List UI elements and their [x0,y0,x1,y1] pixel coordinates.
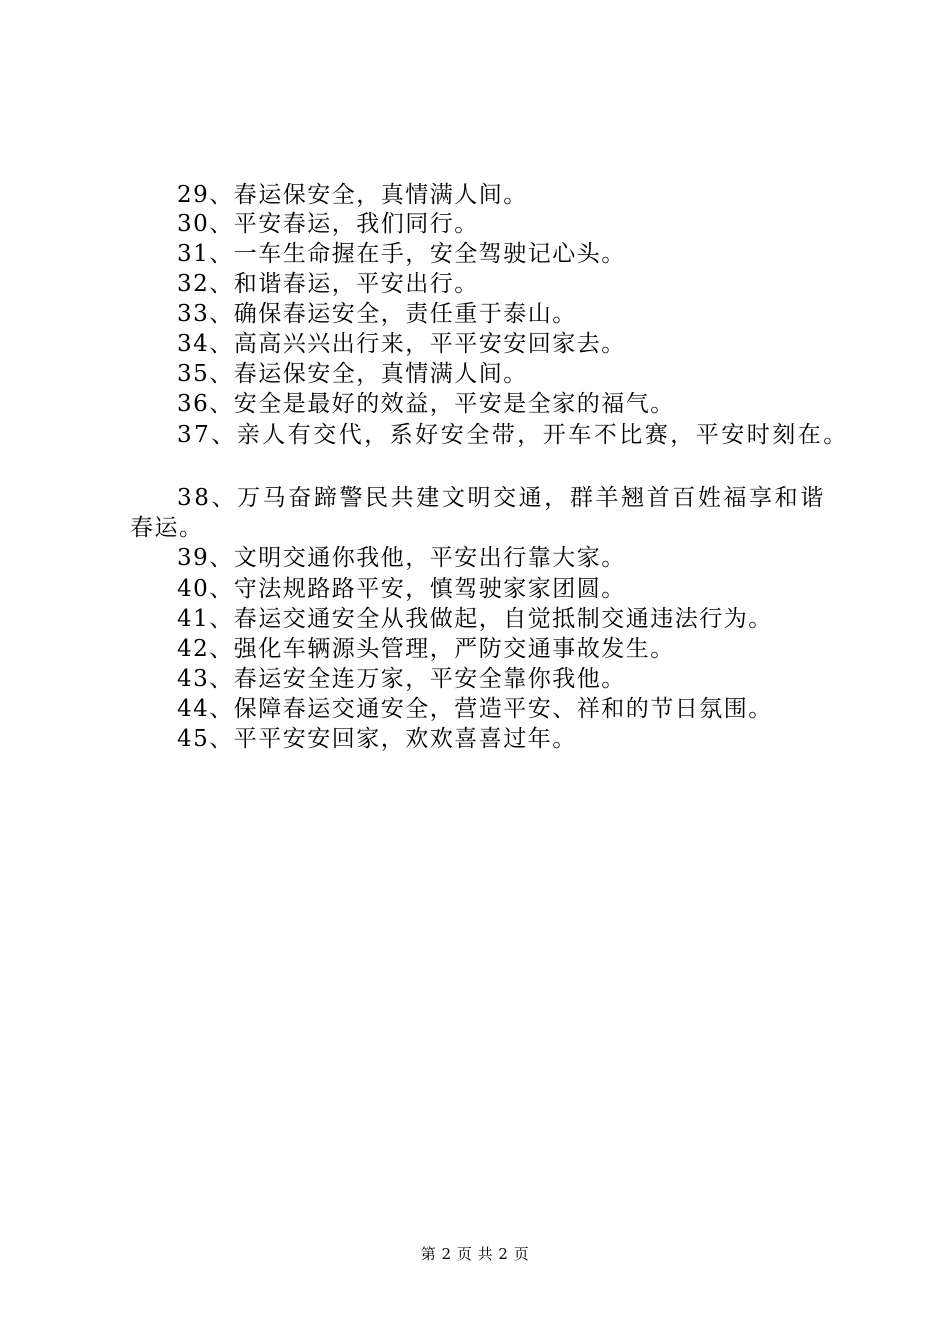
slogan-38-continued: 春运。 [130,515,204,541]
slogan-41: 41、春运交通安全从我做起，自觉抵制交通违法行为。 [177,606,773,632]
slogan-29: 29、春运保安全，真情满人间。 [177,182,528,208]
slogan-38: 38、万马奋蹄警民共建文明交通，群羊翘首百姓福享和谐 [177,485,826,511]
slogan-37: 37、亲人有交代，系好安全带，开车不比赛，平安时刻在。 [177,422,849,448]
slogan-32: 32、和谐春运，平安出行。 [177,271,479,297]
slogan-45: 45、平平安安回家，欢欢喜喜过年。 [177,726,577,752]
slogan-44: 44、保障春运交通安全，营造平安、祥和的节日氛围。 [177,696,773,722]
slogan-40: 40、守法规路路平安，慎驾驶家家团圆。 [177,576,626,602]
slogan-36: 36、安全是最好的效益，平安是全家的福气。 [177,391,675,417]
slogan-42: 42、强化车辆源头管理，严防交通事故发生。 [177,636,675,662]
slogan-31: 31、一车生命握在手，安全驾驶记心头。 [177,241,626,267]
slogan-35: 35、春运保安全，真情满人间。 [177,361,528,387]
slogan-39: 39、文明交通你我他，平安出行靠大家。 [177,545,626,571]
slogan-33: 33、确保春运安全，责任重于泰山。 [177,301,577,327]
page-footer: 第 2 页 共 2 页 [420,1245,530,1263]
slogan-43: 43、春运安全连万家，平安全靠你我他。 [177,666,626,692]
slogan-34: 34、高高兴兴出行来，平平安安回家去。 [177,331,626,357]
slogan-30: 30、平安春运，我们同行。 [177,211,479,237]
